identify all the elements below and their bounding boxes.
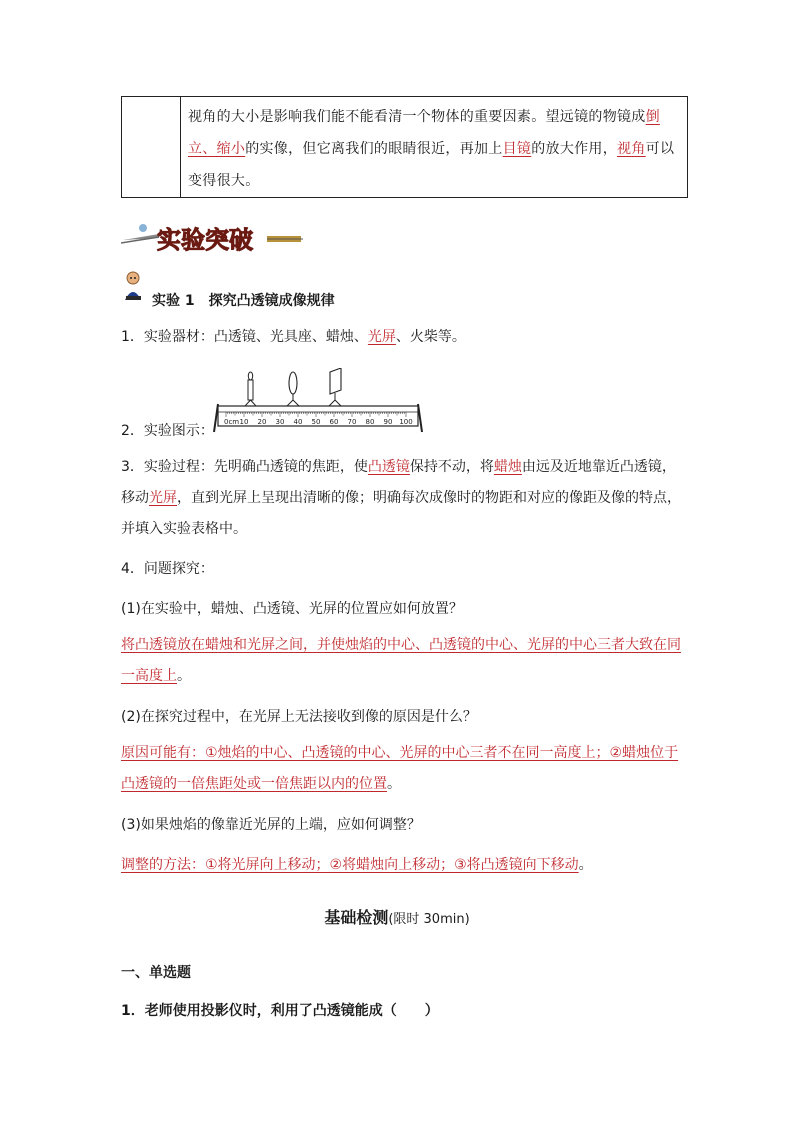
answer-inverted-reduced: 倒立、缩小: [188, 109, 660, 157]
ruler-label: 10: [239, 418, 249, 426]
item-4: 4．问题探究：: [121, 561, 214, 577]
info-table: [121, 96, 688, 198]
answer-3-text: 调整的方法：①将光屏向上移动；②将蜡烛向上移动；③将凸透镜向下移动: [121, 857, 579, 873]
item-3-text-a: 3．实验过程：先明确凸透镜的焦距，使: [121, 459, 368, 475]
answer-candle: 蜡烛: [493, 459, 522, 475]
candle-icon: [245, 372, 256, 406]
answer-convex-lens: 凸透镜: [367, 459, 410, 475]
answer-2: [121, 738, 681, 800]
answer-screen: 光屏: [367, 329, 396, 345]
item-2-label: 2．实验图示：: [121, 423, 214, 439]
table-text-2: 的实像，但它离我们的眼睛很近，再加上: [245, 141, 503, 157]
item-3: [121, 452, 681, 545]
ruler-label: 40: [293, 418, 303, 426]
optical-bench-figure: [210, 368, 426, 440]
answer-eyepiece: 目镜: [502, 141, 532, 157]
table-text-3: 的放大作用，: [531, 141, 618, 157]
answer-1: [121, 630, 681, 692]
ruler-label: 60: [329, 418, 339, 426]
ruler-label: 70: [347, 418, 357, 426]
question-3: (3)如果烛焰的像靠近光屏的上端，应如何调整？: [121, 817, 421, 833]
banner-text: 实验突破: [157, 226, 253, 254]
basic-test-heading: [0, 905, 794, 928]
item-3-text-b: 保持不动，将: [409, 459, 494, 475]
basic-test-title: 基础检测: [324, 908, 389, 927]
item-1-suffix: 、火柴等。: [395, 329, 466, 345]
question-1: (1)在实验中，蜡烛、凸透镜、光屏的位置应如何放置？: [121, 601, 463, 617]
item-1-text: 1．实验器材：凸透镜、光具座、蜡烛、: [121, 329, 368, 345]
experiment-title: 实验 1 探究凸透镜成像规律: [152, 293, 335, 309]
item-3-text-d: ，直到光屏上呈现出清晰的像；明确每次成像时的物距和对应的像距及像的特点，并填入实验表格中。: [121, 490, 681, 537]
ruler-label: 100: [399, 418, 413, 426]
ruler-label: 30: [275, 418, 285, 426]
basic-test-time-limit: (限时 30min): [388, 912, 470, 927]
answer-1-text: 将凸透镜放在蜡烛和光屏之间，并使烛焰的中心、凸透镜的中心、光屏的中心三者大致在同一高度上: [121, 637, 681, 684]
answer-visual-angle: 视角: [617, 141, 646, 157]
ruler-label: 80: [365, 418, 375, 426]
answer-3: [121, 850, 681, 881]
light-screen-icon: [329, 368, 341, 406]
mcq-1-text: 1．老师使用投影仪时，利用了凸透镜能成（ ）: [121, 1003, 439, 1019]
table-cell-text: [188, 101, 682, 197]
item-1: [121, 326, 466, 346]
ruler-label: 20: [257, 418, 267, 426]
teacher-avatar-icon: [121, 270, 147, 302]
ruler-label: 90: [383, 418, 393, 426]
answer-1-end: 。: [177, 668, 191, 684]
item-3-text-c: 由远及近地靠近凸透镜，移动: [121, 459, 676, 506]
answer-screen-2: 光屏: [149, 490, 177, 506]
ruler-label: 0cm: [224, 418, 240, 426]
answer-2-end: 。: [387, 776, 401, 792]
section-single-choice: 一、单选题: [121, 965, 191, 981]
table-text-1: 视角的大小是影响我们能不能看清一个物体的重要因素。望远镜的物镜成: [188, 109, 646, 125]
ruler-label: 50: [311, 418, 321, 426]
experiment-breakthrough-banner: [121, 216, 306, 260]
table-divider: [180, 97, 181, 197]
convex-lens-icon: [287, 372, 299, 406]
table-text-4: 可以变得很大。: [188, 141, 675, 189]
mcq-1: [121, 1000, 439, 1020]
question-2: (2)在探究过程中，在光屏上无法接收到像的原因是什么？: [121, 709, 477, 725]
answer-3-end: 。: [578, 857, 593, 873]
answer-2-text: 原因可能有：①烛焰的中心、凸透镜的中心、光屏的中心三者不在同一高度上；②蜡烛位于凸透镜的一倍焦距处或一倍焦距以内的位置: [121, 745, 679, 792]
